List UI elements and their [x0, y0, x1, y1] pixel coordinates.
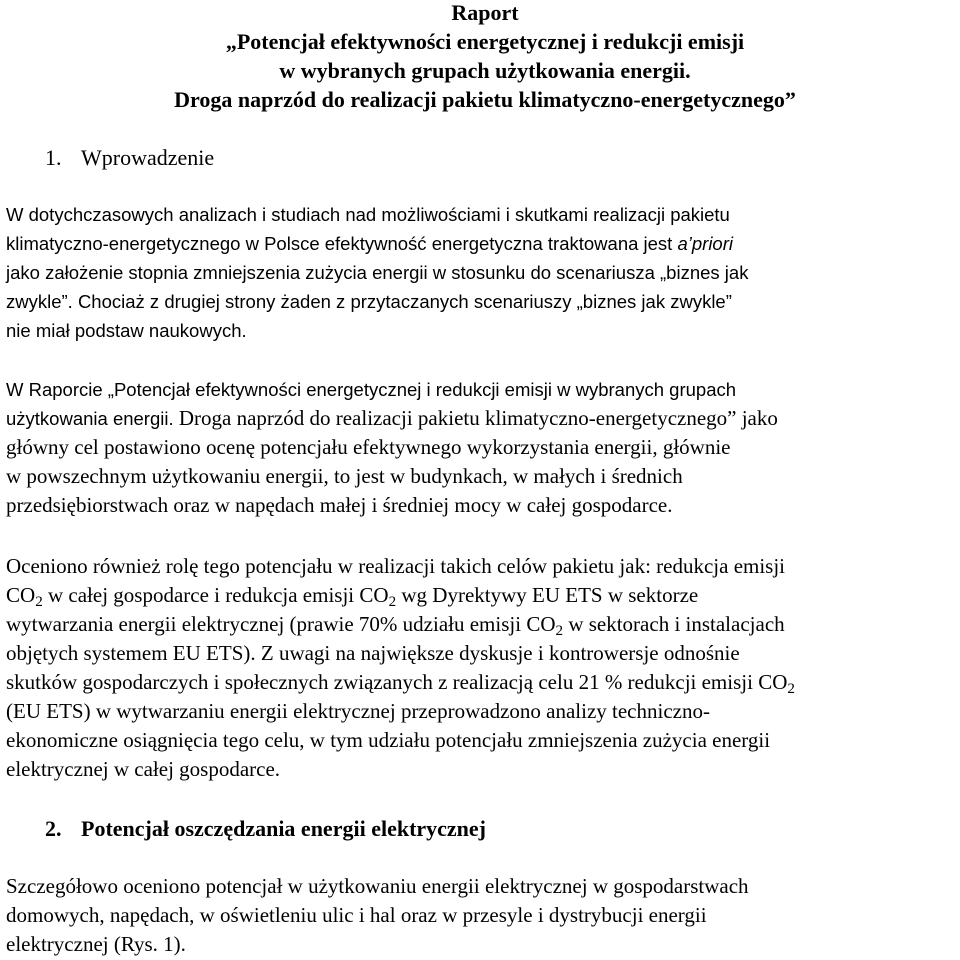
report-title-line-2: „Potencjał efektywności energetycznej i redukcji emisji — [225, 29, 745, 54]
section-1-title: Wprowadzenie — [81, 145, 215, 170]
text-span: wytwarzania energii elektrycznej (prawie 70% udziału emisji CO — [6, 612, 556, 636]
section-2-number: 2. — [45, 816, 62, 841]
section-2-paragraph-1 — [6, 872, 956, 959]
text-span: skutków gospodarczych i społecznych związanych z realizacją celu 21 % redukcji emisji CO — [6, 670, 788, 694]
paragraph-line: elektrycznej w całej gospodarce. — [6, 757, 281, 781]
paragraph-line — [6, 610, 956, 639]
paragraph-line: przedsiębiorstwach oraz w napędach małej i średniej mocy w całej gospodarce. — [6, 493, 673, 517]
section-1-paragraph-2 — [6, 375, 956, 520]
paragraph-line: elektrycznej (Rys. 1). — [6, 932, 186, 956]
section-1-heading — [45, 145, 214, 171]
section-1-paragraph-1 — [6, 200, 956, 345]
section-2-title: Potencjał oszczędzania energii elektrycznej — [81, 816, 487, 841]
paragraph-line — [6, 404, 956, 433]
paragraph-line: Oceniono również rolę tego potencjału w realizacji takich celów pakietu jak: redukcja emisji — [6, 554, 786, 578]
paragraph-line: nie miał podstaw naukowych. — [6, 320, 247, 341]
text-span: klimatyczno-energetycznego w Polsce efektywność energetyczna traktowana jest — [6, 233, 678, 254]
text-span: w całej gospodarce i redukcja emisji CO — [42, 583, 389, 607]
report-title-line-1: Raport — [451, 0, 519, 25]
section-2-heading — [45, 816, 486, 842]
text-span: użytkowania energii. — [6, 408, 174, 429]
report-title-line-4: Droga naprzód do realizacji pakietu klimatyczno-energetycznego” — [174, 87, 796, 112]
paragraph-line: Szczegółowo oceniono potencjał w użytkowaniu energii elektrycznej w gospodarstwach — [6, 874, 749, 898]
section-1-number: 1. — [45, 145, 62, 170]
paragraph-line — [6, 581, 956, 610]
paragraph-line: domowych, napędach, w oświetleniu ulic i hal oraz w przesyle i dystrybucji energii — [6, 903, 707, 927]
text-span: CO — [6, 583, 36, 607]
text-span: w sektorach i instalacjach — [563, 612, 785, 636]
paragraph-line: objętych systemem EU ETS). Z uwagi na największe dyskusje i kontrowersje odnośnie — [6, 641, 740, 665]
paragraph-line: w powszechnym użytkowaniu energii, to jest w budynkach, w małych i średnich — [6, 464, 683, 488]
paragraph-line: W Raporcie „Potencjał efektywności energetycznej i redukcji emisji w wybranych grupach — [6, 379, 737, 400]
paragraph-line: główny cel postawiono ocenę potencjału efektywnego wykorzystania energii, głównie — [6, 435, 731, 459]
report-title-line-3: w wybranych grupach użytkowania energii. — [279, 58, 691, 83]
paragraph-line — [6, 229, 956, 258]
subscript: 2 — [388, 593, 397, 610]
subscript: 2 — [35, 593, 43, 610]
section-1-paragraph-3 — [6, 552, 956, 784]
paragraph-line: W dotychczasowych analizach i studiach nad możliwościami i skutkami realizacji pakietu — [6, 204, 730, 225]
paragraph-line: (EU ETS) w wytwarzaniu energii elektrycznej przeprowadzono analizy techniczno- — [6, 699, 710, 723]
paragraph-line — [6, 668, 956, 697]
subscript: 2 — [787, 680, 795, 697]
paragraph-line: jako założenie stopnia zmniejszenia zużycia energii w stosunku do scenariusza „biznes jak — [6, 262, 749, 283]
text-span: wg Dyrektywy EU ETS w sektorze — [396, 583, 699, 607]
italic-term: a’priori — [677, 233, 733, 254]
paragraph-line: zwykle”. Chociaż z drugiej strony żaden z przytaczanych scenariuszy „biznes jak zwykle” — [6, 291, 732, 312]
subscript: 2 — [555, 622, 564, 639]
text-span: Droga naprzód do realizacji pakietu klimatyczno-energetycznego” jako — [173, 406, 778, 430]
paragraph-line: ekonomiczne osiągnięcia tego celu, w tym udziału potencjału zmniejszenia zużycia energii — [6, 728, 771, 752]
